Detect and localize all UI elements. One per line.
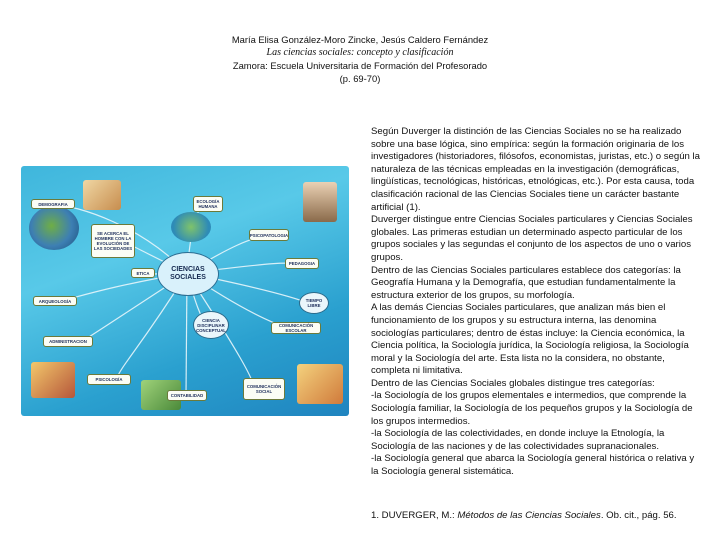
people-picture-top xyxy=(83,180,121,210)
node-comunicacion-social: COMUNICACIÓN SOCIAL xyxy=(243,378,285,400)
node-etica: ETICA xyxy=(131,268,155,278)
node-administracion: ADMINISTRACION xyxy=(43,336,93,347)
paragraph: Según Duverger la distinción de las Ciencias Sociales no se ha realizado sobre una base lógica, sino empírica: según la formación originaria de los investigadores (historiadores, filósofos, economistas, juristas, etc.) o según la naturaleza de las técnicas empleadas en la investigación (demográficas, lingüísticas, tecnológicas, históricas, etnológicas, etc.). Por esta causa, toda clasificación racional de las Ciencias Sociales tiene un carácter bastante artificial (1). xyxy=(371,126,701,213)
earth-hand-picture xyxy=(171,212,211,242)
node-psico: PSICOPATOLOGIA xyxy=(249,229,289,241)
footnote xyxy=(371,510,701,521)
paragraph: Dentro de las Ciencias Sociales particulares establece dos categorías: la Geografía Humana y la Demografía, que estudian fundamentalmente la estructura exterior de los grupos, su morfología. xyxy=(371,264,681,301)
node-psicologia: PSICOLOGÍA xyxy=(87,374,131,385)
person-picture-right xyxy=(303,182,337,222)
node-ecologia: ECOLOGÍA HUMANA xyxy=(193,196,223,212)
globe-picture xyxy=(29,206,79,250)
footnote-suffix: . Ob. cit., pág. 56. xyxy=(600,510,677,521)
node-tiempo: TIEMPO LIBRE xyxy=(299,292,329,314)
node-disciplina: CIENCIA DISCIPLINAR CONCEPTUAL xyxy=(193,311,229,339)
publisher: Zamora: Escuela Universitaria de Formación del Profesorado xyxy=(232,60,488,71)
paragraph: Duverger distingue entre Ciencias Sociales particulares y Ciencias Sociales globales. Las primeras estudian un determinado aspecto particular de los grupos sociales y las segundas el conjunto de los aspectos de uno o varios grupos. xyxy=(371,214,693,263)
node-comunicacion-escolar: COMUNICACIÓN ESCOLAR xyxy=(271,322,321,334)
node-arqueologia: ARQUEOLOGÍA xyxy=(33,296,77,306)
footnote-title: Métodos de las Ciencias Sociales xyxy=(457,510,601,521)
paragraph: A las demás Ciencias Sociales particulares, que analizan más bien el funcionamiento de los grupos y su estructura interna, las denomina sociologías particulares; dentro de éstas incluye: la Ciencia económica, la Ciencia política, la Sociología jurídica, la Sociología religiosa, la Sociología moral y la Sociología del arte. Esta lista no la considera, no obstante, completa ni limitativa. xyxy=(371,302,689,377)
people-picture-right-bottom xyxy=(297,364,343,404)
group-picture-bottom xyxy=(31,362,75,398)
paragraph: Dentro de las Ciencias Sociales globales distingue tres categorías: xyxy=(371,377,655,389)
document-header xyxy=(0,33,720,85)
center-node: CIENCIAS SOCIALES xyxy=(157,252,219,296)
node-demografia: DEMOGRAFIA xyxy=(31,199,75,209)
paragraph: -la Sociología de los grupos elementales e intermedios, que comprende la Sociología familiar, la Sociología de los pequeños grupos y la Sociología de los grupos intermedios. xyxy=(371,390,693,427)
book-title: Las ciencias sociales: concepto y clasificación xyxy=(266,47,454,58)
authors: María Elisa González-Moro Zincke, Jesús Caldero Fernández xyxy=(231,34,489,45)
node-contabilidad: CONTABILIDAD xyxy=(167,390,207,401)
concept-map-image xyxy=(21,166,349,416)
body-text xyxy=(371,126,701,479)
footnote-prefix: 1. DUVERGER, M.: xyxy=(371,510,458,521)
node-relaciones: SE ACERCA EL HOMBRE CON LA EVOLUCIÓN DE LAS SOCIEDADES xyxy=(91,224,135,258)
page-range: (p. 69-70) xyxy=(339,73,381,84)
paragraph: -la Sociología de las colectividades, en donde incluye la Etnología, la Sociología de las naciones y de las colectividades supranacionales. xyxy=(371,428,665,452)
node-pedagogia: PEDAGOGIA xyxy=(285,258,319,269)
paragraph: -la Sociología general que abarca la Sociología general histórica o relativa y la Sociología general sistemática. xyxy=(371,453,695,478)
